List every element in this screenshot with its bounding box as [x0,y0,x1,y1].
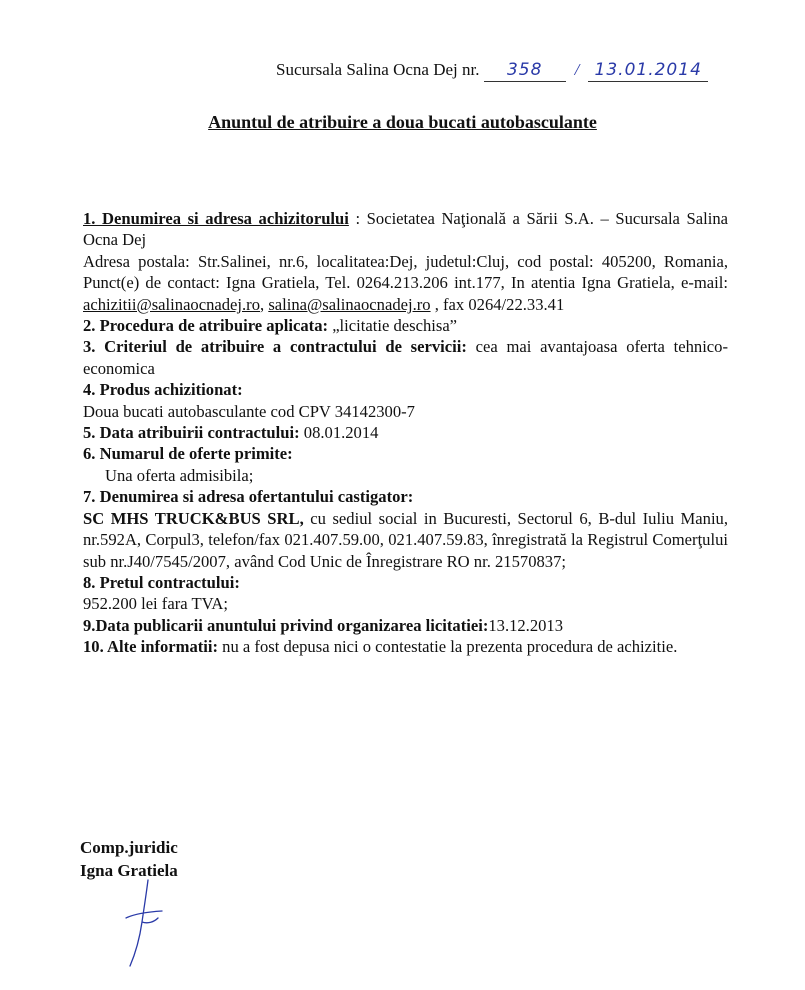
section-2-value: „licitatie deschisa” [328,316,458,336]
reg-separator: / [574,60,580,79]
email-comma: , [260,294,265,314]
section-4-value-line [83,401,728,422]
section-10 [83,636,728,657]
registration-header [276,60,746,90]
postal-address: Adresa postala: Str.Salinei, nr.6, localitatea:Dej, judetul:Cluj, cod postal: 405200, Romania, Punct(e) de contact: Igna Gratiela, Tel. 0264.213.206 int.177, In atentia Igna Gratiela, e-mail: [83,251,728,293]
section-3 [83,336,728,379]
section-4-heading-line [83,379,728,400]
document-title-text: Anuntul de atribuire a doua bucati autobasculante [208,112,597,132]
handwritten-reg-number: 358 [484,60,566,82]
section-2 [83,315,728,336]
section-9 [83,615,728,636]
signatory-name: Igna Gratiela [80,861,178,880]
section-6-heading: 6. Numarul de oferte primite: [83,444,293,464]
section-1-contracting-authority: : Societatea Naţională a Sării S.A. – Sucursala Salina Ocna Dej [83,209,728,250]
section-2-heading: 2. Procedura de atribuire aplicata: [83,316,329,336]
section-4-value: Doua bucati autobasculante cod CPV 34142300-7 [83,401,415,421]
section-8-value-line [83,593,728,614]
section-7-heading: 7. Denumirea si adresa ofertantului castigator: [83,487,414,507]
winning-bidder-details: cu sediul social in Bucuresti, Sectorul 6, B-dul Iuliu Maniu, nr.592A, Corpul3, telefon/fax 021.407.59.00, 021.407.59.83, înregistrată la Registrul Comerţului sub nr.J40/7545/2007, având Cod Unic de Înregistrare RO nr. 21570837; [83,508,728,571]
signature-block [80,836,178,882]
section-10-heading: 10. Alte informatii: [83,637,219,657]
section-10-value: nu a fost depusa nici o contestatie la prezenta procedura de achizitie. [218,637,678,657]
email-link-achizitii[interactable]: achizitii@salinaocnadej.ro [83,294,260,314]
section-1-heading: 1. Denumirea si adresa achizitorului [83,209,349,228]
section-7-value [83,508,728,572]
section-6-heading-line [83,443,728,464]
document-title [0,112,805,133]
section-5-heading: 5. Data atribuirii contractului: [83,423,300,443]
signatory-department: Comp.juridic [80,838,178,857]
section-3-value: cea mai avantajoasa oferta tehnico-economica [83,337,728,378]
section-1-address [83,251,728,315]
section-8-heading-line [83,572,728,593]
branch-reg-label: Sucursala Salina Ocna Dej nr. [276,60,480,79]
section-8-value: 952.200 lei fara TVA; [83,594,229,614]
winning-bidder-name: SC MHS TRUCK&BUS SRL, [83,508,304,528]
section-1 [83,208,728,251]
section-3-heading: 3. Criteriul de atribuire a contractului de servicii: [83,337,467,357]
handwritten-reg-date: 13.01.2014 [588,60,708,82]
section-7-heading-line [83,486,728,507]
section-6-value-line [83,465,728,486]
email-link-salina[interactable]: salina@salinaocnadej.ro [268,294,431,314]
section-9-heading: 9.Data publicarii anuntului privind organizarea licitatiei: [83,615,489,635]
fax-number: , fax 0264/22.33.41 [430,294,565,314]
section-4-heading: 4. Produs achizitionat: [83,380,243,400]
section-5 [83,422,728,443]
section-5-value: 08.01.2014 [299,423,379,443]
section-6-value: Una oferta admisibila; [105,465,254,485]
handwritten-signature-icon [118,878,170,968]
section-9-value: 13.12.2013 [488,615,564,635]
section-8-heading: 8. Pretul contractului: [83,572,240,592]
announcement-body [83,208,728,658]
